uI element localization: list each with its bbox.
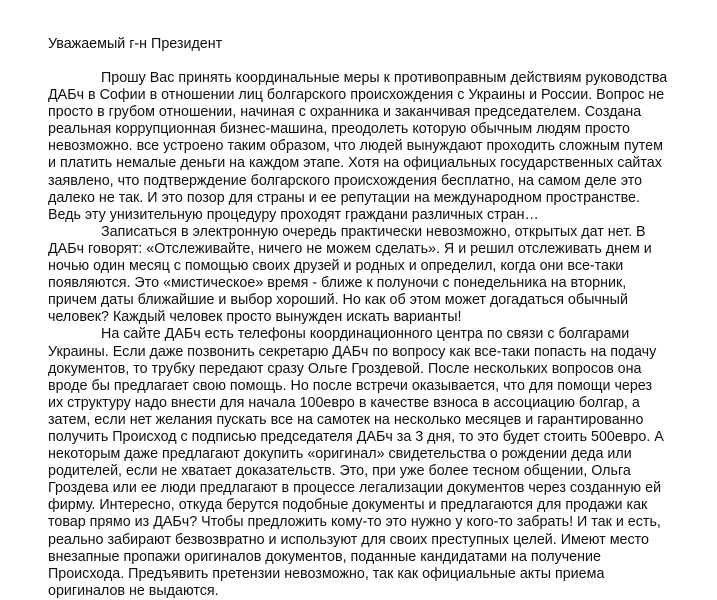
letter-line: реальная коррупционная бизнес-машина, преодолеть которую обычным людям просто (48, 121, 630, 138)
letter-line: Гроздева или ее люди предлагают в процессе легализации документов через созданную ей (48, 480, 662, 497)
letter-line: Ведь эту унизительную процедуру проходят граждани различных стран… (48, 206, 539, 223)
letter-line: ночью один месяц с помощью своих друзей и родных и определил, когда они все-таки (48, 258, 624, 275)
letter-line: ДАБч говорят: «Отслеживайте, ничего не можем сделать». Я и решил отслеживать днем и (48, 240, 652, 257)
letter-line: товар прямо из ДАБч? Чтобы предложить кому-то это нужно у кого-то забрать! И так и есть, (48, 514, 661, 531)
letter-line: и платить немалые деньги на каждом этапе. Хотя на официальных государственных сайтах (48, 155, 662, 172)
letter-line: затем, если нет желания пускать все на самотек на несколько месяцев и гарантированно (48, 411, 644, 428)
letter-line: На сайте ДАБч есть телефоны координационного центра по связи с болгарами (101, 326, 630, 343)
letter-line: внезапные пропажи оригиналов документов, поданные кандидатами на получение (48, 548, 601, 565)
letter-line: просто в грубом отношении, начиная с охранника и заканчивая председателем. Создана (48, 104, 642, 121)
letter-line: оригиналов не выдаются. (48, 582, 219, 599)
letter-line: человек? Каждый человек просто вынужден искать варианты! (48, 309, 462, 326)
salutation: Уважаемый г-н Президент (48, 36, 223, 52)
letter-line: получить Происход с подписью председателя ДАБч за 3 дня, то это будет стоить 500евро. А (48, 428, 664, 445)
letter-line: причем даты ближайшие и выбор хороший. Но как об этом может догадаться обычный (48, 292, 628, 309)
letter-line: родителей, если не хватает доказательств. Это, при уже более тесном общении, Ольга (48, 463, 631, 480)
letter-line: Записаться в электронную очередь практически невозможно, открытых дат нет. В (101, 223, 646, 240)
letter-line: заявлено, что подтверждение болгарского происхождения бесплатно, на самом деле это (48, 172, 643, 189)
letter-line: ДАБч в Софии в отношении лиц болгарского происхождения с Украины и России. Вопрос не (48, 87, 665, 104)
letter-line: Происхода. Предъявить претензии невозможно, так как официальные акты приема (48, 565, 605, 582)
letter-line: фирму. Интересно, откуда берутся подобные документы и предлагаются для продажи как (48, 497, 648, 514)
letter-line: документов, то трубку передают сразу Ольге Гроздевой. После нескольких вопросов она (48, 360, 642, 377)
letter-body (48, 70, 688, 600)
letter-line: Прошу Вас принять координальные меры к противоправным действиям руководства (101, 70, 668, 86)
letter-line: Украины. Если даже позвонить секретарю ДАБч по вопросу как все-таки попасть на подачу (48, 343, 657, 360)
letter-line: некоторым даже предлагают докупить «оригинал» свидетельства о рождении деда или (48, 446, 632, 463)
letter-line: их структуру надо внести для начала 100евро в качестве взноса в ассоциацию болгар, а (48, 394, 640, 411)
letter-line: невозможно. все устроено таким образом, что людей вынуждают проходить сложным путем (48, 138, 663, 155)
letter-line: появляются. Это «мистическое» время - ближе к полуночи с понедельника на вторник, (48, 275, 627, 292)
letter-line: далеко не так. И это позор для страны и ее репутации на международном пространстве. (48, 189, 640, 206)
letter-line: вроде бы предлагает свою помощь. Но после встречи оказывается, что для помощи через (48, 377, 653, 394)
letter-line: реально забирают безвозвратно и используют для своих преступных целей. Имеют место (48, 531, 649, 548)
